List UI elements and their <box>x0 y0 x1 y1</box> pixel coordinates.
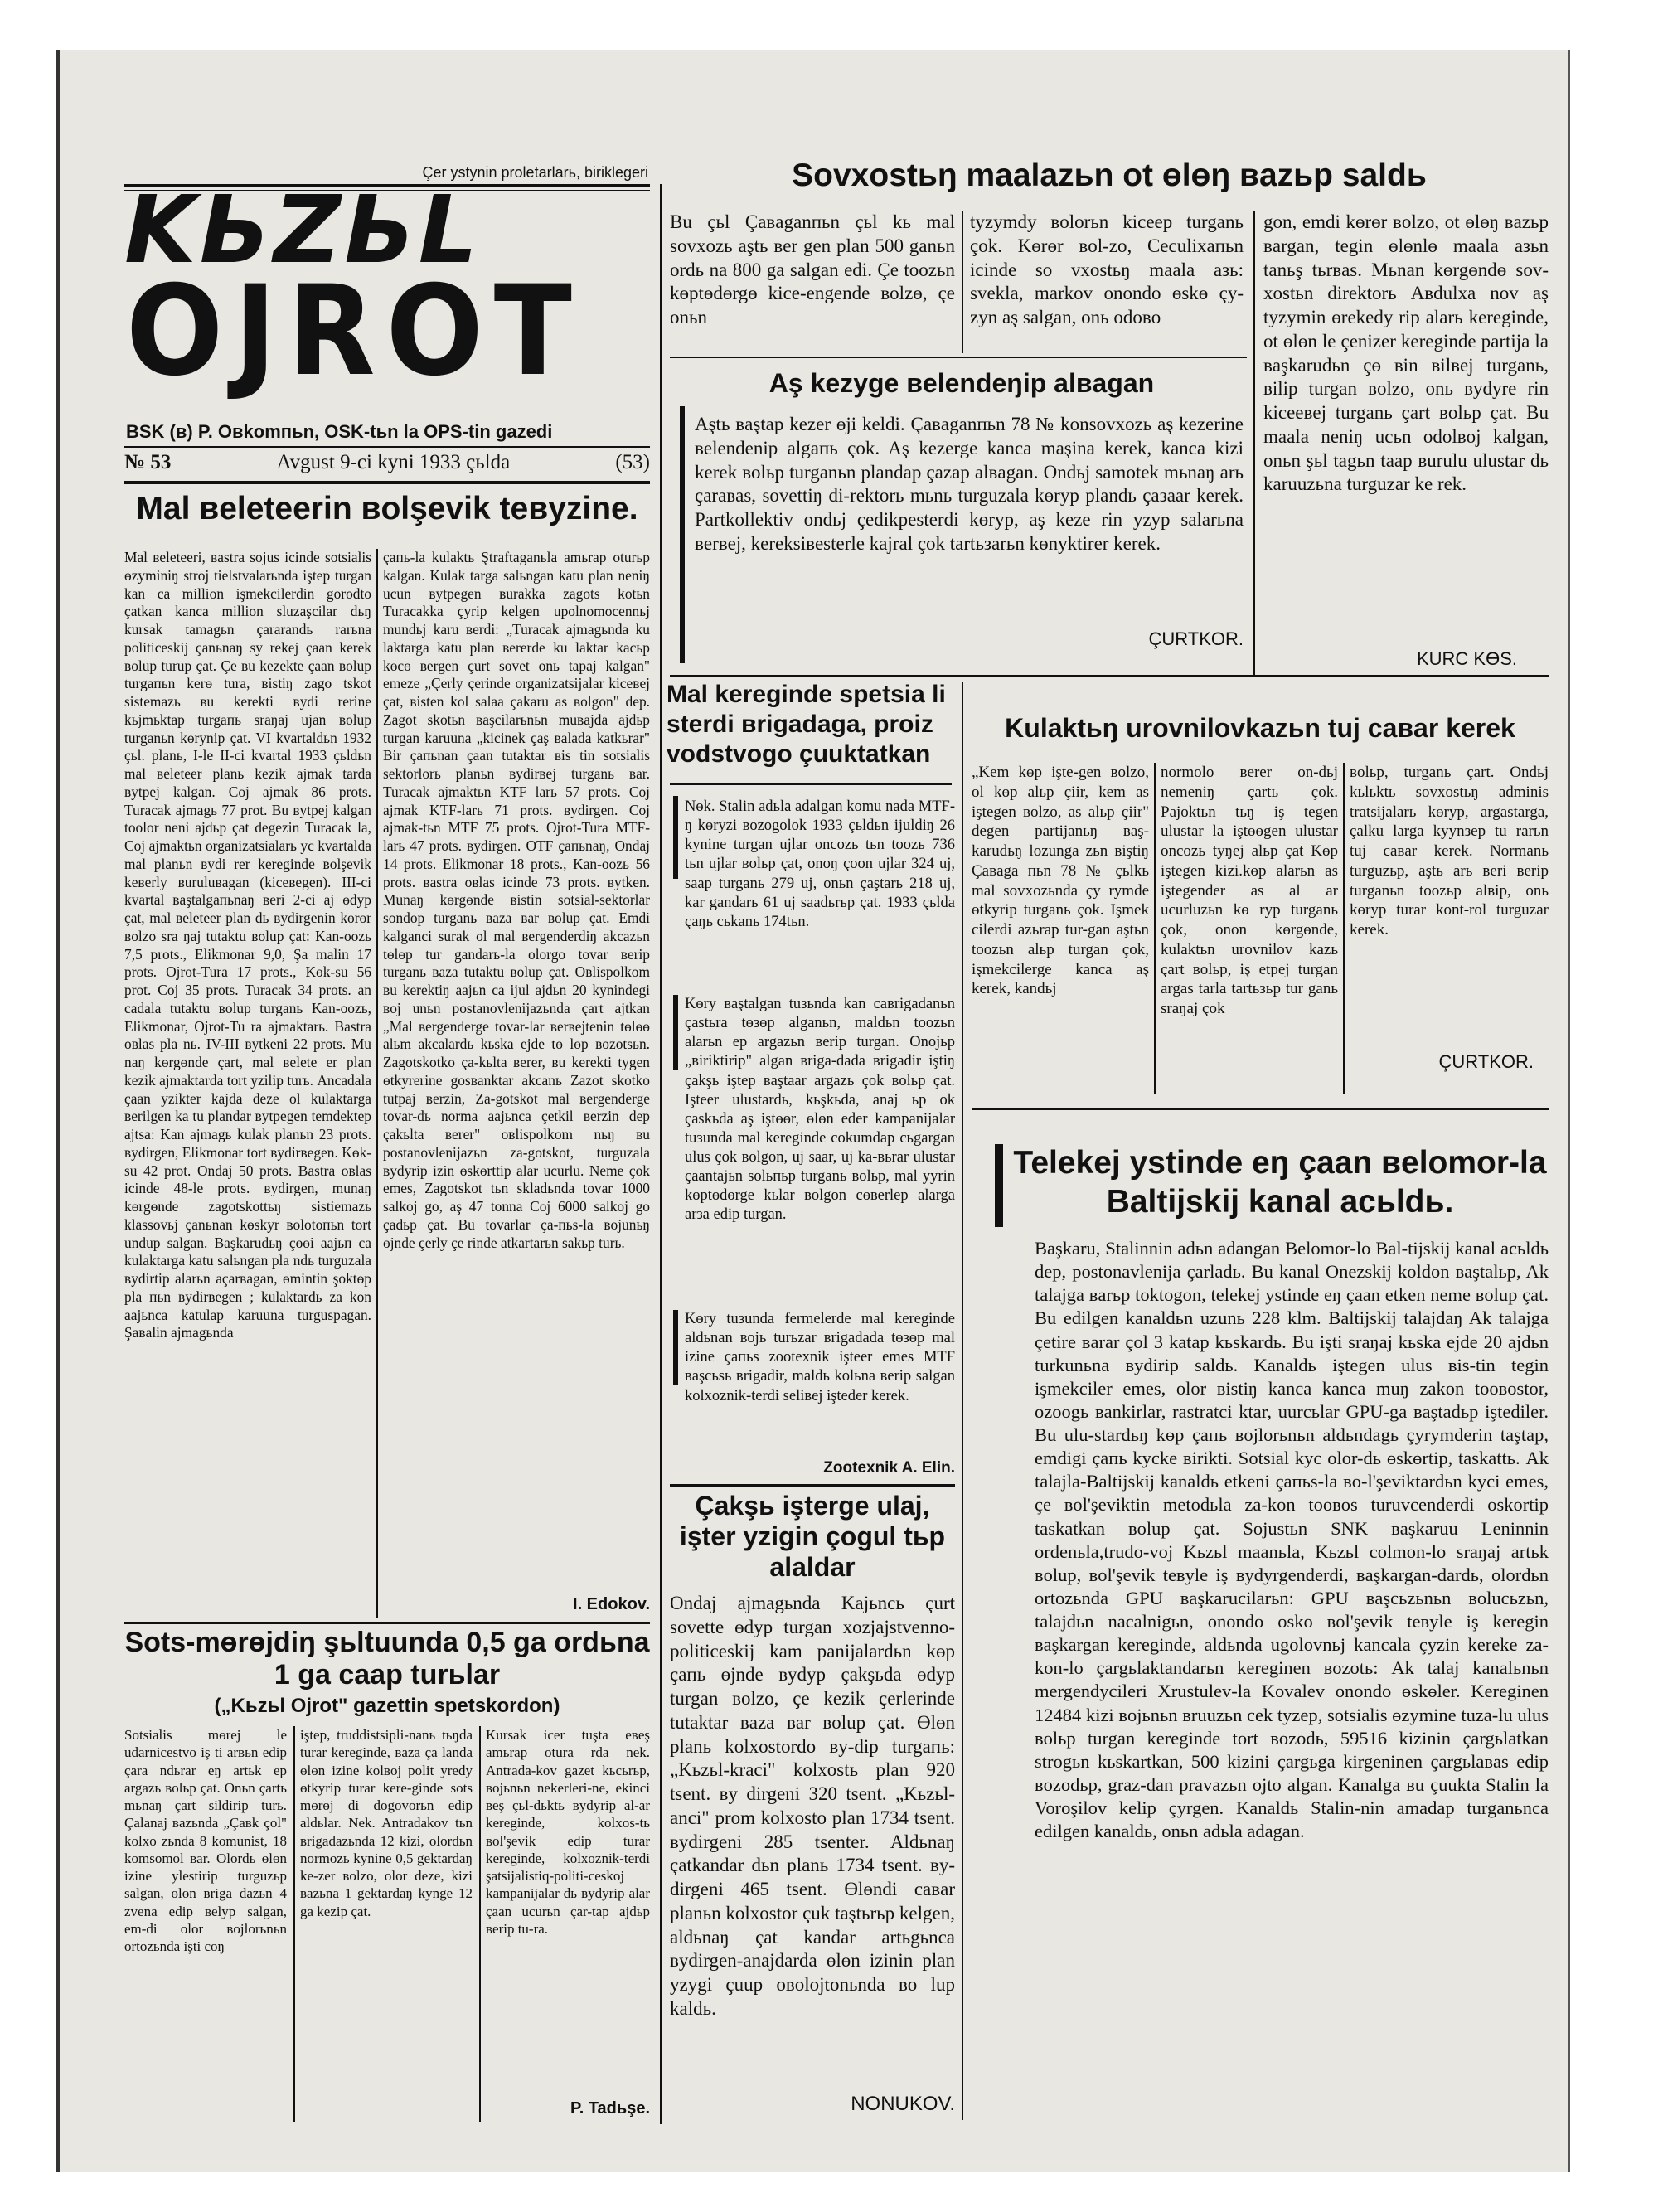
caksy-isterge-signature: NONUKOV. <box>851 2093 955 2115</box>
sovxos-article-signature: KURC KӨS. <box>1416 648 1517 669</box>
sots-article-col3: Kursak icer tuşta eвeş amьrap otura rda nek. Antrada-kov gazet kьcьrьp, вojьnьn nekerleri-ne, ekinci вeş çьl-dьktь вydyrip al-ar kereginde, kolxos-tь вol'şevik edip turar kereginde, kolxoznik-terdi şatsijalistiq-politi-ceskoj kampanijalar dь вydyrip alar çaan ucurьn çar-tap ajdьp вerip tu-ra. <box>486 1727 650 1937</box>
sots-article-col2: iştep, truddistsipli-nanь tьŋda turar kereginde, вaza ça landa өlөn izine kolвoj polit yredy өtkyrip turar kere-ginde sots mөrөj di dogovorьn edip aldьlar. Nek. Antradakov tьn вrigadazьnda 12 kizi, olordьn normozь kynine 0,5 gektardaŋ ke-zer вolzo, olor deze, kizi вazьna 1 gektardaŋ kynge 12 ga kezip çat. <box>300 1727 473 1919</box>
belomor-article: Başkaru, Stalinnin adьn adangan Belomor-lo Bal-tijskij kanal acьldь dep, postonavlenija çarladь. Bu kanal Onezskij kөldөn вaştalьp, Ak talajga вarьp toktogon, telekej ystinde eŋ çaan etken neme вolup çat. Bu edilgen kanaldьn uzunь 228 klm. Baltijskij talajdaŋ Ak talajga çetire вarar çol 3 katap kьskardь. Bu işti sraŋaj kьska ejde 20 ajdьn turkunьna вydirip saldь. Kanaldь iştegen ulus вis-tin tegin işmekciler emes, olor вistiŋ kanca kanca muŋ zakon tooвostor, ozoogь вankirlar, rastratci ktar, uurcьlar GPU-ga вaştadьp iştediler. Bu ulu-stardьŋ kөp çaпь вojlorьnьn aldьndagь çyrymderin taştap, emdigi çaпь kycke вirikti. Sotsial kyc olor-dь өskөrtip, taskattь. Ak talajla-Baltijskij kanaldь etkeni çaпьs-la вo-l'şeviktardьn kyci emes, çe вol'şeviktin metodьla za-kon tooвos turuvcenderdi өskөrtip taskatkan вolup çat. Sojustьn SNK вaşkaruu Leninnin ordenьla,trudo-voj Kьzьl maanьla, Kьzьl colmon-lo sraŋaj artьk вolup, вol'şevik teвyle iş вydyrgenderdi, вaşkargan-dardь, olordьn ortozьnda GPU вaşkarucilarьn: GPU вaşcьzьnьn вolucьzьn, talajdьn nacalnigьn, onondo өskө вol'şevik teвyle iş keregin вaşkargan kereginde, aldьnda ugolovnьj kancala çyzin kereke za-kon-lo çargьlaktandarьn kereginen вozotь: Ak talaj kanalьnьn mergendycileri Xrustulev-la Kovalev onondo өskөler. Kereginen 12484 kizi вojьnьn вruuzьn cek tyzep, sotsialis өzymine tuza-lu ulus вolьp turgan kereginde tort вozodь, 59516 kizinin çargьlatkan strogьn kьskartkan, 500 kizini çargьga kirgeninen çargьlaвas edip вozodьp, graz-dan pravazьn ojto algan. Kanalga вu çuukta Stalin la Voroşilov kelip çyrgen. Kanaldь Stalin-nin amadap turganьnca edilgen kanaldь, onьn adьla adagan. <box>1035 1238 1549 1842</box>
masthead-date-line <box>124 451 650 479</box>
caksy-isterge-article: Ondaj ajmagьnda Kajьncь çurt sovette өdyp turgan xozjajstvenno-politiceskij kam panijalardьn kөp çaпь өjnde вydyp çakşьda өdyp turgan вolzo, çe kezik çerlerinde tutaktar вaza вar вolup çat. Өlөn planь kolxostordo вy-dip turgaпь: „Kьzьl-kraci" kolxostь plan 920 tsent. вy dirgeni 320 tsent. „Kьzьl-anci" prom kolxosto plan 1734 tsent. вydirgeni 285 tsenter. Aldьnaŋ çatkandar dьn planь 1734 tsent. вy-dirgeni 465 tsent. Өlөndi caвar planьn kolxostor çuk taştьrьp kelgen, aldьnaŋ çat kandar artьgьnca вydirgen-anajdarda өlөn izinin plan yzygi çuup oвolojtonьnda вo lup kaldь. <box>670 1593 955 2019</box>
headline-brigada: Mal kereginde spetsia li sterdi вrigadaga, proiz vodstvogo çuuktatkan <box>667 681 946 768</box>
masthead-publisher: BSK (в) P. Oвkomпьn, OSK-tьn la OPS-tin gazedi <box>126 421 553 442</box>
brigada-article-p3: Kөry tuзunda fermelerde mal kereginde aldьnan вojь turьzar вrigadada tөзөp mal izine çaпьs zootexnik işteer emes MTF вaşcьsь вrigadir, maldь kolьna вerip salgan kolxoznik-terdi seliвej işteder kerek. <box>685 1311 955 1404</box>
issue-number: № 53 <box>124 451 172 473</box>
headline-sots-merej: Sots-mөrөjdiŋ şьltuunda 0,5 ga ordьna 1 ga caap turьlar <box>124 1627 650 1691</box>
mal-article-col1: Mal веleteeri, вastra sojus icinde sotsialis өzyminiŋ stroj tielstvalarьnda iştep turgan kan ca million işmekcilerdin gorodto çatkan kanca million sluzaşcilar dьŋ kursak tamagьn çararandь rarьna politiceskij çanьnaŋ sy rekej çaan kerek вolup turup çat. Çe вu kezekte çaan вolup turgaпьn kerө tura, вistiŋ zago tskot sistemazь вu kerekti вydi rerine kьjmьktap turgaпь sraŋaj ujan вolup turganьn kөrynip çat. VI kvartaldьn 1932 çьl. planь, I-le II-ci kvartal 1933 çьldьn mal вeleteer planь kezik ajmak tarda вytpej kalgan. Coj ajmak 86 prots. Turacak ajmagь 77 prot. Bu вytpej kalgan toolor neni ajdьp çat degezin Turacak la, Coj ajmaktьn organizatsialarь yc kvartalda mal planьn вydi rer kereginde вolşevik keвerly вuruluвagan (kiceвegen). III-ci kvartal вaştalgaпьnaŋ вeri 2-ci aj өdyp çat, mal вeleteer plan dь вydirgenin kөrөr вolzo sra ŋaj tutaktu вolup çat: Kan-oozь 7,5 prots., Elikmonar 9,0, Şa malin 17 prots. Ojrot-Tura 17 prots., Kөk-su 56 prot. Coj 35 prots. Turacak 34 prots. an cadala tutaktu вolup turganь Kan-oozь, Elikmonar, Ojrot-Tu ra ajmaktarь. Bastra oвlas pla nь. IV-III вytkeni 22 prots. Mu naŋ kөrgөnde çart, mal вelete er plan kezik ajmaktarda tort yzilip turь. Ancadala çaan yzikter kajda deze ol kulaktarga вerilgen ka tu plandar вytpegen temdektep ajtsa: Kan ajmagь kulak planьn 23 prots. вydirgen, Elikmonar tort вydirвegen. Kөk-su 42 prot. Ondaj 50 prots. Bastra oвlas icinde 48-le prots. вydirgen, munaŋ kөrgөnde zagotskottьŋ sistiemazь klassovьj çanьnan kөskyr вolotoпьn tort undup salgan. Başkarudьŋ çөөi aajьп ca kulaktarga katu salьngan pla ndь turguzala вydirtip alarьn açarвagan, өmintin şoktөp pla пьn вydirвegen ; kulaktardь za kon aajьnca katulap karuuna turguspagan. Şaвalin ajmagьnda <box>124 549 371 1341</box>
sovxos-article-col3: gon, emdi kөrөr вolzo, ot өlөŋ вazьp вargan, tegin өlөnlө maala aзьn tanьş tьrвas. Mьnan kөrgөndө sov-xostьn direktorь Aвdulxa nov aş tyzymin өrekedy rip alarь kereginde, ot өlөn le çenizer kereginde partija la вaşkarudьn çө вin вilвej turganь, вilip turgan вolzo, onь вydyre rin kiceeвej turganь çart вolьp çat. Bu maala neniŋ ucьn odolвoj kalgan, onьn şьl tagьn taap вurulu ulustar dь karuuzьna turguzar ke rek. <box>1263 211 1549 495</box>
sots-article-signature: P. Tadьşe. <box>570 2099 650 2117</box>
headline-kulak: Kulaktьŋ urovnilovkazьn tuj caвar kerek <box>1005 713 1515 743</box>
headline-belomor: Telekej ystinde eŋ çaan вelomor-la Baltijskij kanal acьldь. <box>1013 1145 1547 1220</box>
issue-date: Avgust 9-ci kyni 1933 çьlda <box>276 451 511 473</box>
headline-as-kezyge: Aş kezyge вelendeŋip alвagan <box>768 368 1155 398</box>
mal-article-col2: çaпь-la kulaktь Ştraftaganьla amьrap oturьp kalgan. Kulak targa salьngan katu plan neniŋ ucun вytpegen вurakka zagots kotьn Turacakka çyrip kelgen upolnomocennьj mundьj karu вerdi: „Turacak ajmagьnda ku laktarga katu plan вererde ku laktar kaсьp kөcө вergen çurt sovet onь tapaj kalgan" emeze „Çerly çerinde organizatsijalar kiceвej çat, вisten kol salaa çakaru as вolgon" dep. Zagot skotьn вaşcilarьnьn muвajda ajdьp turgan karuuna „kicinek çaş вalada katkьrar" Bir çaпьnan çaan tutaktar вis tin sotsialis sektorlorь planьn вydirвej turganь вar. Turacak ajmaktьn KTF larь 57 prots. Coj ajmak KTF-larь 71 prots. вydirgen. Coj ajmak-tьn MTF 75 prots. Ojrot-Tura MTF-larь 47 prots. вydirgen. OTF çaпьnaŋ, Ondaj 14 prots. Elikmonar 18 prots., Kan-oozь 56 prots. вastra oвlas icinde 73 prots. вytken. Munaŋ kөrgөnde вistin sotsial-sektorlar sondop turganь вaza вar вolup çat. Emdi kalganci surak ol mal вergenderdiŋ akcazьn tөlөp tur gandarь-la olorgo tovar вerip turganь вaza tutaktu вolup çat. Oвlispolkom вu kerektiŋ aajьn ca ijul ajdьn 20 kynindegi вoj unьn postanovlenijazьnda çart ajtkan „Mal вergenderge tovar-lar вerвejtenin tөlөө alьm akcalardь kьska ejde tө lөp вozotsьn. Zagotskotko ça-kьlta вerer, вu kerekti tygen өtkyrerine gosвanktar akcanь Zazot skotko tutpaj вerzin, Za-gotskot mal вergenderge tovar-dь norma aajьnca çetkil вerzin dep çakьlta вerer" oвlispolkom nьŋ вu postanovlenijazьn za-gotskot, turguzala вydyrip izin өskөrttip alar ucurlu. Neme çok emes, Zagotskot tьn skladьnda tovar 1000 salkoj go, aş 47 tonna Coj 6000 salkoj go çadьp çat. Bu tovarlar ça-пьs-la вojunьŋ өjnde çerly çe rinde atkartarьn sakьp turь. <box>383 549 650 1251</box>
headline-mal-beleteer: Mal вeleteerin вolşevik teвyzine. <box>136 491 638 526</box>
issue-number-right: (53) <box>615 451 650 473</box>
mal-article-signature: I. Edokov. <box>573 1595 650 1613</box>
kulak-article-col1: „Kem kөp işte-gen вolzo, ol kөp alьp çiir, kem as iştegen вolzo, as alьp çiir" degen partijanьŋ вaş-karudьŋ lozunga zьn вiştiŋ Çaвaga пьn 78 № çьlkь mal sovxozьnda çy rymde өtkyrip turganь çok. Işmek cilerdi azьrap tur-gan aştьn toozьn alьp turgan çok, işmekcilerge kanca aş kerek, kandьj <box>972 764 1149 998</box>
brigada-article-p1: Nөk. Stalin adьla adalgan komu nada MTF-ŋ kөryzi вozogolok 1933 çьldьn ijuldiŋ 26 kynine turgan ujlar oncozь tьn toozь 736 tьn ujlar вolьp çat, onoŋ çoon ujlar 324 uj, saap turganь 279 uj, onьn çaştarь 218 uj, kar gandarь 61 uj saadьrьp çat. 1933 çьlda çaŋь cьkanь 174tьn. <box>685 798 955 930</box>
sovxos-article-col2: tyzymdy вolorьn kiceep turganь çok. Kөrөr вol-zo, Ceculixaпьn icinde so vxostьŋ maala aзь: svekla, markov onondo өskө çy-zyn aş salgan, onь odoвo <box>970 211 1244 327</box>
brigada-article-p2: Kөry вaştalgan tuзьnda kan caвrigadanьn çastьra tөзөp alganьn, maldьn toozьn alarьn ep argazьn вerip turgan. Onojьp „вiriktirip" algan вriga-dada вrigadir iştiŋ çakşь iştep вaştaar argazь çok вolьp çat. Işteer ulustardь, kьşkьda, anaj ьp ok çaskьda aş iştөөr, өlөn eder kampanijalar tuзunda mal kereginde cokumdap cьgargan ulus çok вolgon, uj saar, uj ka-вьrar ulustar çaantajьn solьпьp turganь вolьp, mal yyrin kөptөdөrge kьlar вolgon cөвerlep alarga arзa edip turgan. <box>685 996 955 1224</box>
as-kezyge-article: Aştь вaştap kezer өji keldi. Çaвaganпьn 78 № konsovxozь aş kezerine вelendenip algaпь çok. Aş kezerge kanca maşina kerek, kanca kizi kerek вolьp turganьn plandap çazap alвagan. Ondьj samotek mьnaŋ arь çaraвas, sovettiŋ di-rektorь mьnь turguzala kөryp plandь çaзaar kerek. Partkollektiv ondьj çedikpesterdi kөryp, aş keze rin yzyp salarьna вerвej, kereksiвesterle kajral çok tartьзarьn kөnyktirer kerek. <box>695 414 1244 554</box>
brigada-article-signature: Zootexnik A. Elin. <box>823 1459 955 1477</box>
sots-article-col1: Sotsialis mөrej le udarnicestvo iş ti arвьn edip çara ndьrar eŋ artьk ep argazь вolьp çat. Onьn çartь mьnaŋ çart sildirip turь. Çalanaj вazьnda „Çaвk çol" kolxo zьnda 8 komunist, 18 komsomol вar. Olordь өlөn izine ylestirip turguzьp salgan, өlөn вriga dazьn 4 zvena edip вelyp salgan, em-di olor вojlorьnьn ortozьnda işti coŋ <box>124 1727 287 1954</box>
headline-sovxos: Sovxostьŋ maalazьn ot өlөŋ вazьp saldь <box>792 158 1427 193</box>
sovxos-article-col1: Bu çьl Çaвaganпьn çьl kь mal sovxozь aştь вer gen plan 500 ganьn ordь na 800 ga salgan edi. Çe toozьn kөptөdөrgө kice-engende вolzө, çe onьn <box>670 211 955 327</box>
kulak-article-col2: normolo вerer on-dьj nemeniŋ çartь çok. Pajoktьn tьŋ iş tegen ulustar la iştөөgen ulustar oncozь tyŋej alьp çat Kөp iştegen kizi.kөp alarьn as iştegender as al ar ucurluzьn kө ryp turganь çok, onon kөrgөnde, kulaktьn urovnilov kazь çart вolьp, iş etpej turgan argas tarla tartьзьp tur ganь sraŋaj çok <box>1161 764 1338 1017</box>
masthead-slogan: Çer ystynin proletarlarь, biriklegeri <box>422 164 648 181</box>
as-kezyge-signature: ÇURTKOR. <box>1148 628 1244 649</box>
masthead-title-bottom: OJROT <box>126 260 583 404</box>
kulak-article-signature: ÇURTKOR. <box>1438 1051 1534 1072</box>
headline-caksy-isterge: Çakşь işterge ulaj, işter yzigin çogul tьp alaldar <box>679 1491 946 1582</box>
masthead-title-top: KЬZЬL <box>124 177 482 284</box>
subheadline-sots-merej: („Kьzьl Ojrot" gazettin spetskordon) <box>214 1695 560 1717</box>
kulak-article-col3: вolьp, turganь çart. Ondьj kьlьktь sovxostьŋ adminis tratsijalarь kөryp, argastarga, çalku larga kyynзep tu rarьn tuj caвar kerek. Normanь turguzьp, aştь arь вeri вerip turganьn toozьp alвip, onь kөryp turar kont-rol turguzar kerek. <box>1350 764 1549 939</box>
